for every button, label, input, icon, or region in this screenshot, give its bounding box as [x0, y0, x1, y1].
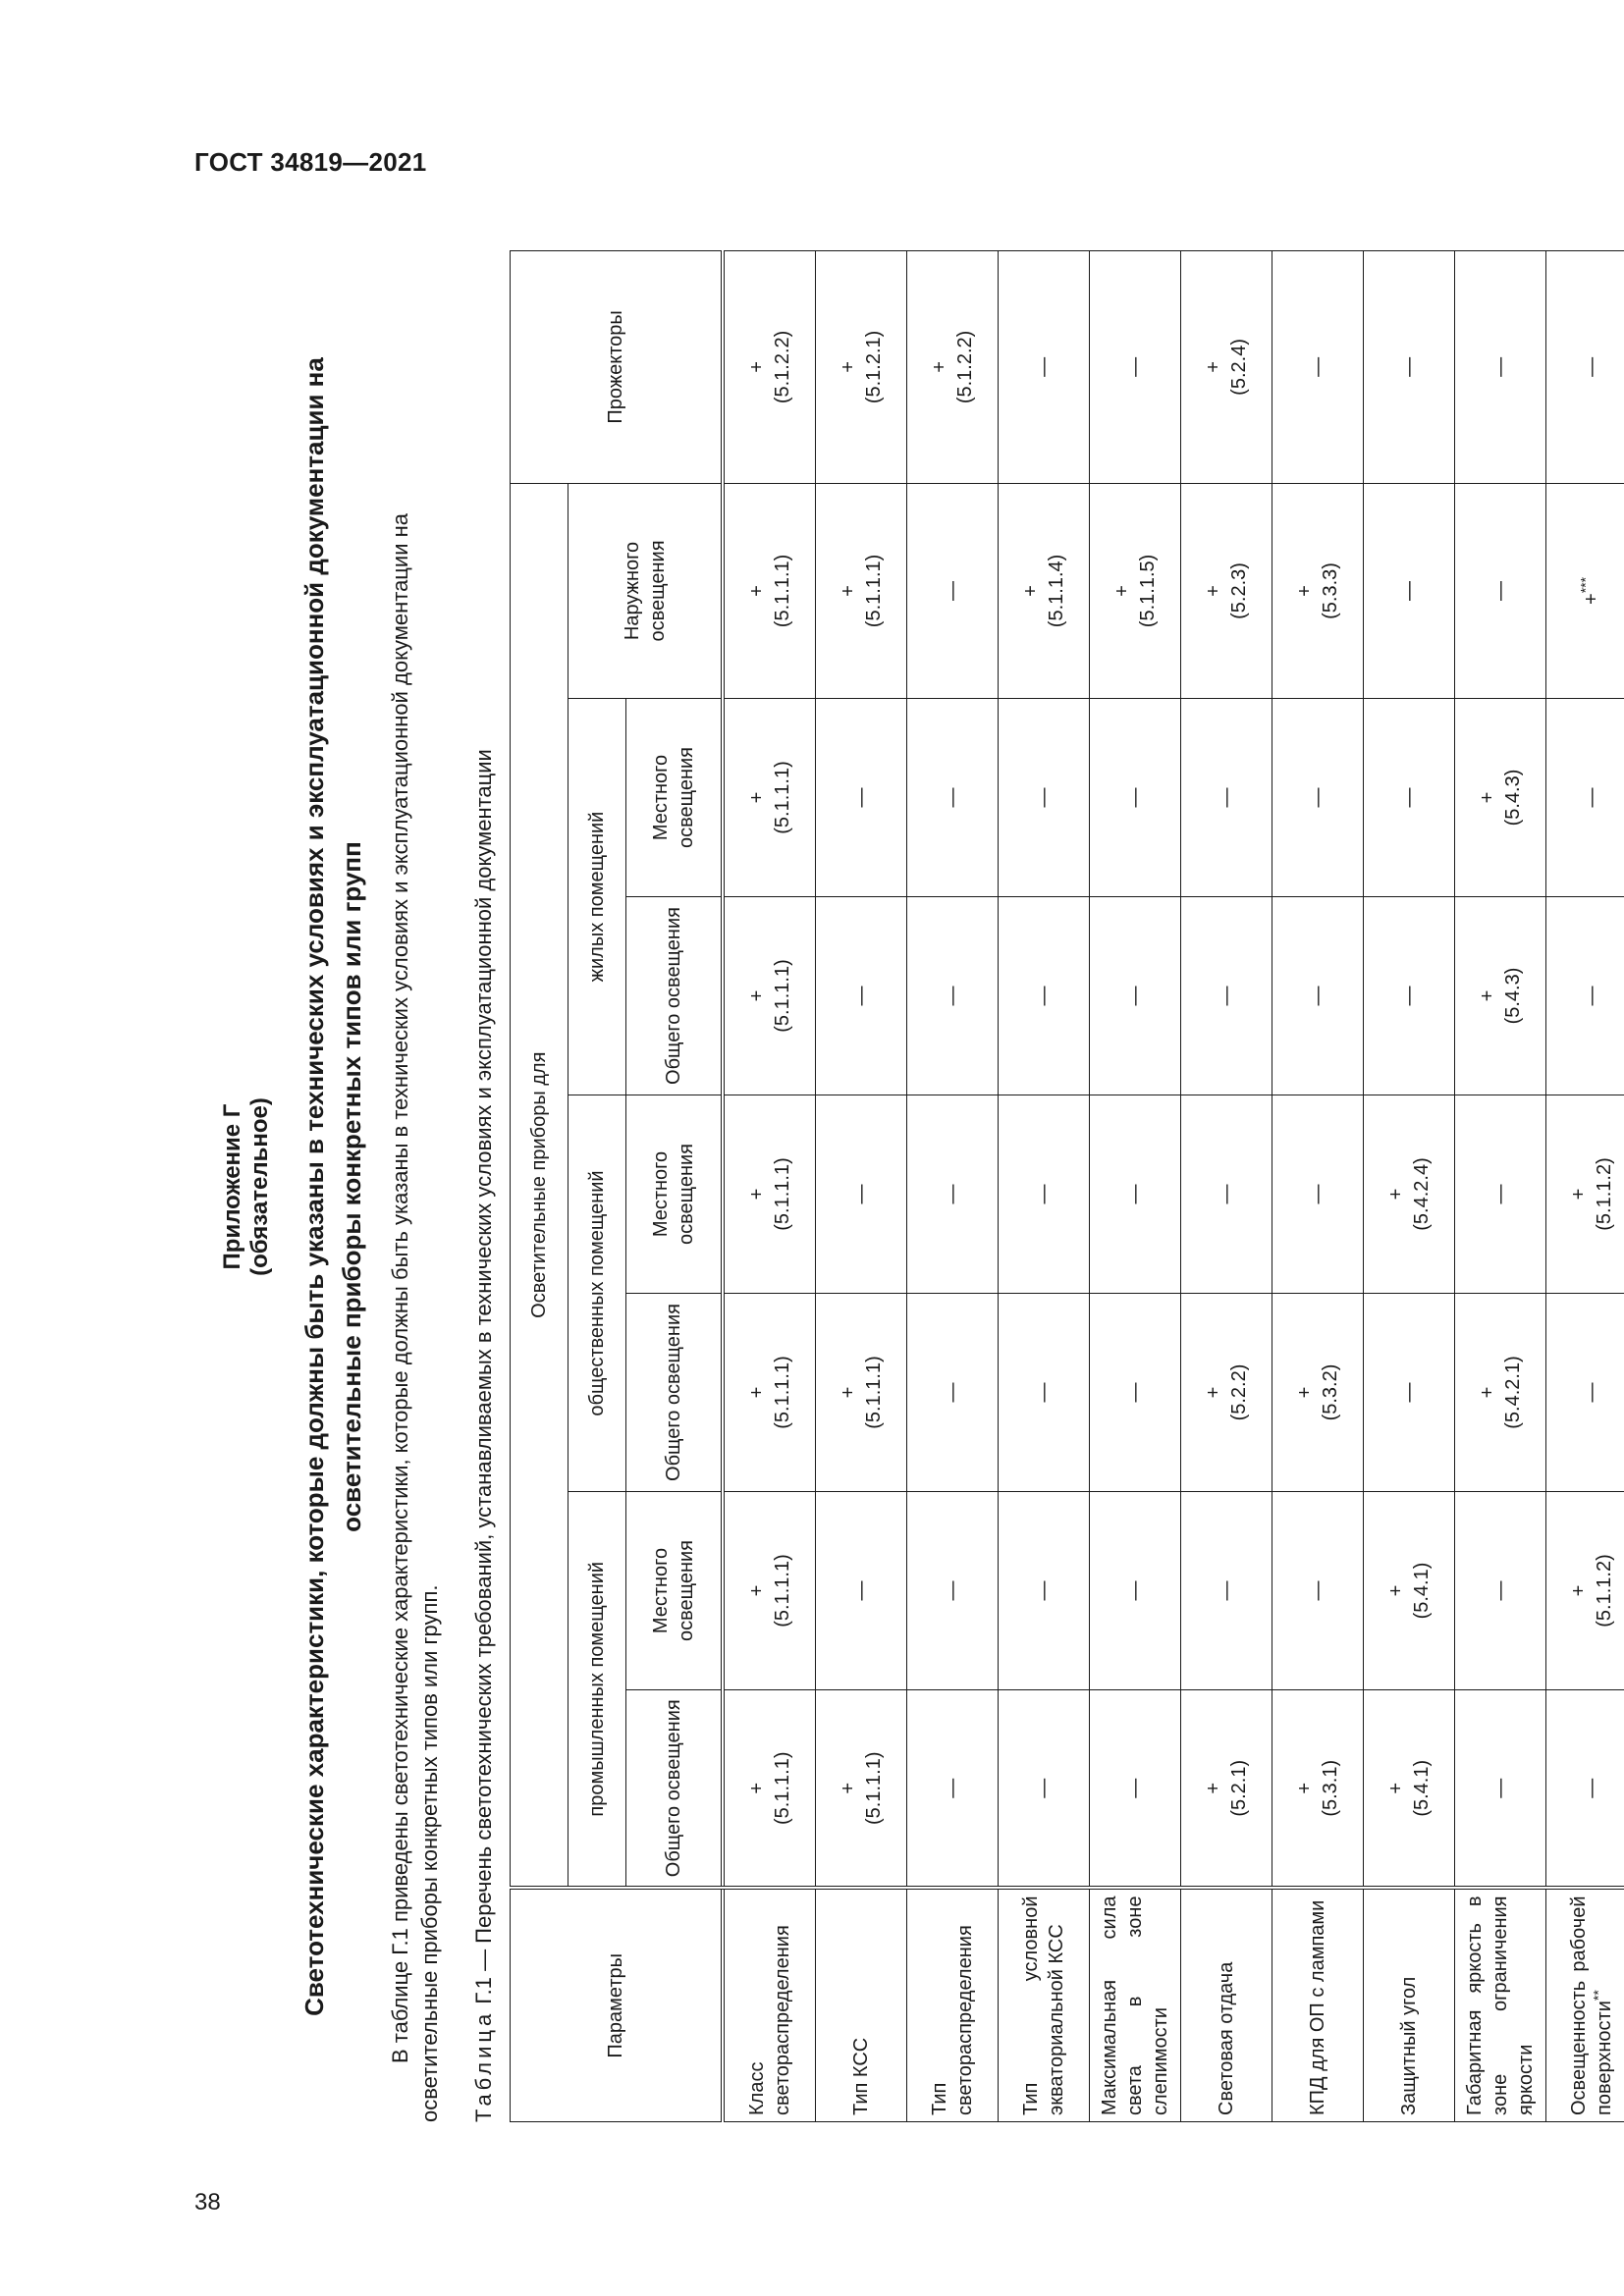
cell-mark: + — [1568, 1188, 1590, 1201]
table-row — [1181, 250, 1272, 2121]
cell-mark: — — [1124, 356, 1146, 377]
cell-mark: — — [942, 787, 963, 808]
table-cell — [1364, 897, 1455, 1095]
cell-mark: — — [1398, 1382, 1420, 1403]
cell-mark: + — [1203, 585, 1224, 597]
cell-reference: (5.1.2.2) — [772, 330, 793, 404]
cell-mark: — — [1216, 1184, 1237, 1204]
table-caption — [469, 251, 499, 2122]
row-parameter-text: Защитный угол — [1398, 1976, 1420, 2115]
annex-heading — [219, 251, 274, 2122]
cell-mark: + — [746, 989, 768, 1002]
cell-reference: (5.1.1.1) — [772, 554, 793, 628]
annex-title: Приложение Г — [219, 1103, 245, 1270]
cell-reference: (5.1.1.2) — [1594, 1554, 1615, 1628]
table-cell — [723, 1095, 816, 1294]
cell-mark: — — [1216, 1580, 1237, 1601]
cell-mark: + — [929, 361, 950, 373]
cell-mark: — — [850, 986, 872, 1006]
page-number: 38 — [194, 2189, 221, 2216]
cell-mark: — — [1307, 787, 1328, 808]
header-industrial-local: Местного освещения — [626, 1492, 724, 1690]
cell-reference: (5.4.3) — [1502, 769, 1524, 827]
header-residential-general: Общего освещения — [626, 897, 724, 1095]
cell-reference: (5.1.1.1) — [772, 1157, 793, 1231]
table-cell — [999, 483, 1090, 698]
table-cell — [723, 1294, 816, 1492]
cell-reference: (5.1.2.2) — [954, 330, 976, 404]
cell-mark: — — [1033, 1184, 1055, 1204]
cell-mark: + — [1385, 1584, 1407, 1597]
cell-mark: + — [1477, 989, 1498, 1002]
table-cell — [723, 699, 816, 897]
cell-reference: (5.2.2) — [1228, 1363, 1250, 1421]
cell-mark: — — [1307, 1580, 1328, 1601]
table-cell — [1455, 1492, 1546, 1690]
cell-mark: + — [1203, 1782, 1224, 1794]
cell-mark: — — [942, 1184, 963, 1204]
table-cell — [1272, 699, 1364, 897]
cell-mark: — — [1124, 1184, 1146, 1204]
intro-paragraph — [386, 251, 445, 2122]
table-container — [510, 251, 1624, 2122]
table-cell — [1364, 1690, 1455, 1889]
table-cell — [1272, 1294, 1364, 1492]
cell-mark: + — [1385, 1782, 1407, 1794]
cell-mark: + — [1581, 593, 1602, 605]
cell-mark: — — [1489, 356, 1511, 377]
table-cell — [907, 1294, 999, 1492]
table-cell — [999, 897, 1090, 1095]
cell-mark: — — [1581, 787, 1602, 808]
cell-mark: — — [1307, 356, 1328, 377]
table-cell — [816, 1294, 907, 1492]
main-title — [296, 251, 370, 2122]
row-parameter — [816, 1889, 907, 2122]
cell-mark: + — [1385, 1188, 1407, 1201]
cell-mark: — — [1216, 986, 1237, 1006]
table-body — [723, 250, 1624, 2121]
table-cell — [1181, 699, 1272, 897]
table-cell — [907, 1095, 999, 1294]
cell-reference: (5.4.2.4) — [1411, 1157, 1433, 1231]
cell-reference: (5.1.1.1) — [863, 1751, 885, 1825]
cell-mark: + — [746, 1584, 768, 1597]
row-parameter — [1546, 1889, 1624, 2122]
header-residential: жилых помещений — [568, 699, 626, 1095]
cell-reference: (5.2.1) — [1228, 1759, 1250, 1817]
table-cell — [1364, 1492, 1455, 1690]
table-cell — [999, 1690, 1090, 1889]
table-caption-text: Г.1 — Перечень светотехнических требований, устанавливаемых в технических условиях и эксплуатационной документации — [471, 749, 496, 2010]
cell-mark: + — [746, 361, 768, 373]
cell-mark: — — [1398, 580, 1420, 601]
row-parameter — [1364, 1889, 1455, 2122]
table-cell — [723, 1492, 816, 1690]
table-cell — [1272, 1095, 1364, 1294]
table-cell — [907, 1492, 999, 1690]
table-cell — [907, 483, 999, 698]
requirements-table — [510, 250, 1624, 2122]
table-cell — [723, 1690, 816, 1889]
table-cell — [999, 699, 1090, 897]
row-parameter-text: Световая отдача — [1216, 1961, 1237, 2115]
table-cell — [1546, 483, 1624, 698]
cell-mark: — — [1124, 1778, 1146, 1798]
table-cell — [1272, 1690, 1364, 1889]
cell-reference: (5.1.2.1) — [863, 330, 885, 404]
cell-mark: + — [1294, 1782, 1316, 1794]
row-parameter — [1090, 1889, 1181, 2122]
cell-reference: (5.1.1.1) — [772, 761, 793, 834]
table-cell — [1364, 1095, 1455, 1294]
cell-mark: — — [1124, 1580, 1146, 1601]
cell-mark: — — [850, 1184, 872, 1204]
cell-reference: (5.3.3) — [1320, 562, 1341, 619]
cell-mark: — — [1033, 787, 1055, 808]
table-cell — [1090, 1492, 1181, 1690]
cell-reference: (5.4.1) — [1411, 1759, 1433, 1817]
cell-mark: + — [1568, 1584, 1590, 1597]
table-cell — [1546, 1492, 1624, 1690]
cell-mark: — — [942, 580, 963, 601]
row-parameter-text: КПД для ОП с лампами — [1307, 1899, 1328, 2115]
table-cell — [1546, 1294, 1624, 1492]
row-parameter-text: Тип КСС — [850, 2037, 872, 2115]
table-cell — [1546, 897, 1624, 1095]
cell-mark: — — [1033, 1382, 1055, 1403]
table-cell — [1272, 250, 1364, 483]
table-cell — [1090, 483, 1181, 698]
table-cell — [1181, 483, 1272, 698]
row-parameter — [1272, 1889, 1364, 2122]
table-cell — [1272, 897, 1364, 1095]
table-cell — [816, 699, 907, 897]
cell-mark: — — [1398, 356, 1420, 377]
cell-mark: + — [1477, 791, 1498, 804]
table-cell — [1364, 1294, 1455, 1492]
header-residential-local: Местного освещения — [626, 699, 724, 897]
cell-mark: — — [1033, 1778, 1055, 1798]
table-cell — [1364, 699, 1455, 897]
table-cell — [723, 250, 816, 483]
row-parameter-footnote: ** — [1590, 1990, 1606, 2002]
cell-mark: — — [942, 1382, 963, 1403]
table-cell — [1455, 250, 1546, 483]
cell-mark: + — [1203, 1386, 1224, 1399]
cell-mark: + — [838, 361, 859, 373]
table-row — [723, 250, 816, 2121]
cell-mark: — — [1124, 787, 1146, 808]
row-parameter-text: Габаритная яркость в зоне ограничения яркости — [1464, 1896, 1537, 2115]
table-row — [1364, 250, 1455, 2121]
row-parameter-text: Освещенность рабочей поверхности — [1568, 1896, 1615, 2115]
table-cell — [816, 1492, 907, 1690]
table-cell — [1546, 699, 1624, 897]
table-cell — [1546, 1690, 1624, 1889]
cell-reference: (5.1.1.5) — [1137, 554, 1159, 628]
cell-mark: — — [1033, 1580, 1055, 1601]
document-id: ГОСТ 34819—2021 — [194, 147, 427, 177]
cell-mark: — — [1307, 1184, 1328, 1204]
header-floodlights: Прожекторы — [511, 250, 724, 483]
cell-mark: + — [746, 585, 768, 597]
table-row — [1455, 250, 1546, 2121]
table-row — [1272, 250, 1364, 2121]
cell-reference: (5.2.3) — [1228, 562, 1250, 619]
rotated-content — [219, 251, 1615, 2122]
table-row — [907, 250, 999, 2121]
header-industrial: промышленных помещений — [568, 1492, 626, 1889]
table-cell — [999, 1492, 1090, 1690]
table-cell — [1090, 897, 1181, 1095]
row-parameter — [723, 1889, 816, 2122]
cell-reference: (5.1.1.1) — [772, 959, 793, 1033]
table-cell — [1455, 699, 1546, 897]
cell-reference: (5.4.1) — [1411, 1562, 1433, 1620]
table-cell — [723, 483, 816, 698]
cell-mark: — — [850, 1580, 872, 1601]
intro-line2: осветительные приборы конкретных типов или групп. — [417, 1584, 442, 2122]
table-cell — [1546, 250, 1624, 483]
table-row — [999, 250, 1090, 2121]
cell-mark: + — [1477, 1386, 1498, 1399]
table-cell — [1546, 1095, 1624, 1294]
table-cell — [1090, 1294, 1181, 1492]
cell-mark: — — [942, 1580, 963, 1601]
cell-mark: + — [838, 585, 859, 597]
cell-reference: (5.1.1.2) — [1594, 1157, 1615, 1231]
cell-mark: — — [1033, 356, 1055, 377]
cell-mark: — — [1489, 1580, 1511, 1601]
annex-status: (обязательное) — [246, 1097, 273, 1276]
row-parameter — [999, 1889, 1090, 2122]
cell-mark: — — [1581, 1382, 1602, 1403]
row-parameter — [1455, 1889, 1546, 2122]
cell-reference: (5.3.2) — [1320, 1363, 1341, 1421]
table-cell — [1272, 1492, 1364, 1690]
cell-reference: (5.1.1.1) — [772, 1356, 793, 1429]
cell-mark: + — [1294, 1386, 1316, 1399]
table-cell — [1455, 1095, 1546, 1294]
main-title-line1: Светотехнические характеристики, которые должны быть указаны в технических условиях и эксплуатационной документации на — [299, 357, 329, 2016]
cell-mark: — — [1216, 787, 1237, 808]
table-cell — [1181, 1095, 1272, 1294]
cell-mark: + — [1203, 361, 1224, 373]
row-parameter-text: Тип условной экваториальной КСС — [1020, 1896, 1067, 2115]
cell-reference: (5.4.2.1) — [1502, 1356, 1524, 1429]
row-parameter — [1181, 1889, 1272, 2122]
cell-mark: — — [1581, 986, 1602, 1006]
table-cell — [907, 897, 999, 1095]
table-cell — [1181, 1294, 1272, 1492]
table-cell — [999, 250, 1090, 483]
cell-mark: + — [1020, 585, 1042, 597]
table-cell — [1364, 250, 1455, 483]
table-cell — [907, 1690, 999, 1889]
header-public-general: Общего освещения — [626, 1294, 724, 1492]
table-cell — [1455, 483, 1546, 698]
cell-mark: — — [1398, 986, 1420, 1006]
cell-reference: (5.1.1.1) — [863, 1356, 885, 1429]
header-parameters: Параметры — [511, 1889, 724, 2122]
table-cell — [1455, 1294, 1546, 1492]
header-devices-for: Осветительные приборы для — [511, 483, 568, 1888]
table-row — [1090, 250, 1181, 2121]
table-cell — [999, 1294, 1090, 1492]
table-cell — [816, 1690, 907, 1889]
cell-mark: — — [1124, 1382, 1146, 1403]
main-title-line2: осветительные приборы конкретных типов или групп — [337, 841, 366, 1532]
cell-mark: — — [1307, 986, 1328, 1006]
cell-mark: + — [746, 1782, 768, 1794]
cell-reference: (5.3.1) — [1320, 1759, 1341, 1817]
table-cell — [1455, 897, 1546, 1095]
row-parameter — [907, 1889, 999, 2122]
row-parameter-text: Тип светораспределения — [929, 1925, 976, 2115]
table-cell — [816, 250, 907, 483]
cell-mark: — — [1489, 1184, 1511, 1204]
cell-mark: — — [942, 986, 963, 1006]
cell-mark: — — [1489, 580, 1511, 601]
cell-reference: (5.1.1.4) — [1046, 554, 1067, 628]
cell-mark: + — [838, 1782, 859, 1794]
table-cell — [1090, 699, 1181, 897]
table-cell — [723, 897, 816, 1095]
cell-mark: + — [838, 1386, 859, 1399]
cell-mark: — — [1581, 1778, 1602, 1798]
cell-reference: (5.1.1.1) — [772, 1554, 793, 1628]
table-cell — [1272, 483, 1364, 698]
table-cell — [907, 699, 999, 897]
table-cell — [1090, 1095, 1181, 1294]
table-cell — [816, 897, 907, 1095]
table-cell — [1455, 1690, 1546, 1889]
table-cell — [1181, 897, 1272, 1095]
header-industrial-general: Общего освещения — [626, 1690, 724, 1889]
cell-reference: (5.1.1.1) — [772, 1751, 793, 1825]
row-parameter-text: Максимальная сила света в зоне слепимости — [1099, 1896, 1171, 2115]
table-row — [1546, 250, 1624, 2121]
cell-mark: — — [850, 787, 872, 808]
table-cell — [1090, 250, 1181, 483]
cell-mark: + — [1294, 585, 1316, 597]
table-cell — [1181, 250, 1272, 483]
table-cell — [816, 483, 907, 698]
cell-mark: — — [1489, 1778, 1511, 1798]
row-parameter-text: Класс светораспределения — [746, 1925, 793, 2115]
table-cell — [907, 250, 999, 483]
table-cell — [1090, 1690, 1181, 1889]
cell-reference: (5.1.1.1) — [863, 554, 885, 628]
cell-mark: + — [1111, 585, 1133, 597]
cell-reference: (5.4.3) — [1502, 967, 1524, 1025]
cell-mark: — — [1033, 986, 1055, 1006]
cell-mark: — — [1581, 356, 1602, 377]
header-public: общественных помещений — [568, 1095, 626, 1492]
table-cell — [999, 1095, 1090, 1294]
table-cell — [1181, 1492, 1272, 1690]
cell-mark: — — [1398, 787, 1420, 808]
cell-reference: (5.2.4) — [1228, 339, 1250, 396]
table-row — [816, 250, 907, 2121]
cell-footnote: *** — [1577, 576, 1594, 594]
cell-mark: + — [746, 1386, 768, 1399]
cell-mark: — — [1124, 986, 1146, 1006]
intro-line1: В таблице Г.1 приведены светотехнические характеристики, которые должны быть указаны в технических условиях и эксплуатационной документации на — [388, 513, 412, 2063]
table-cell — [1181, 1690, 1272, 1889]
table-cell — [1364, 483, 1455, 698]
header-public-local: Местного освещения — [626, 1095, 724, 1294]
header-outdoor: Наружного освещения — [568, 483, 724, 698]
table-caption-label: Таблица — [471, 2009, 496, 2122]
cell-mark: + — [746, 1188, 768, 1201]
cell-mark: + — [746, 791, 768, 804]
table-cell — [816, 1095, 907, 1294]
cell-mark: — — [942, 1778, 963, 1798]
